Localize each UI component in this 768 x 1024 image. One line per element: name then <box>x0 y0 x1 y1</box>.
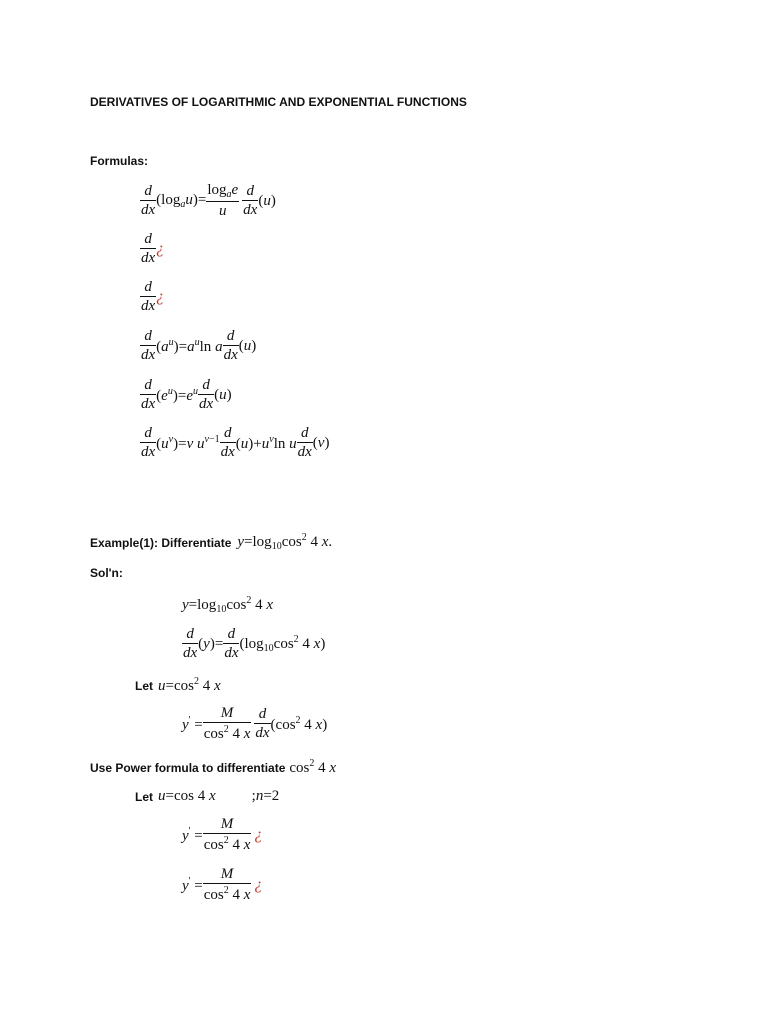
example-1: Example(1): Differentiate $y=\log_{10}\cos^2$ 4 x. <box>90 532 333 552</box>
example-label: Example(1): Differentiate <box>90 535 232 550</box>
soln-label: Sol'n: <box>90 566 123 580</box>
page-title: DERIVATIVES OF LOGARITHMIC AND EXPONENTIAL FUNCTIONS <box>90 95 467 109</box>
formula-a-power-u: $\frac{d}{dx}$ $(a^u)=a^u\ln$ a $\frac{d}{dx}$ (u) <box>141 328 257 363</box>
formula-log-a: $\frac{d}{dx}$ $(\log_au)=$ $\frac{\log_ae}{u}$ $\frac{d}{dx}$ (u) <box>141 182 276 219</box>
formula-ln: $\frac{d}{dx}$ ¿ <box>141 231 165 266</box>
formula-u-power-v: $\frac{d}{dx}$ $(u^v)=v$ $u^{v-1}$ $\frac{d}{dx}$ $(u)+u^v\ln$ u $\frac{d}{dx}$ (v) <box>141 425 330 460</box>
missing-glyph: ¿ <box>156 288 165 305</box>
formula-log10: $\frac{d}{dx}$ ¿ <box>141 279 165 314</box>
let-label: Let <box>135 678 153 693</box>
missing-glyph: ¿ <box>156 240 165 257</box>
formula-e-power-u: $\frac{d}{dx}$ $(e^u)=e^u$ $\frac{d}{dx}$ (u) <box>141 377 232 412</box>
power-label: Use Power formula to differentiate <box>90 760 286 775</box>
solution-step-1: $y=\log_{10}\cos^2$ 4 x <box>182 595 273 615</box>
missing-glyph: ¿ <box>254 876 263 893</box>
solution-step-2: $\frac{d}{dx}$ (y)= $\frac{d}{dx}$ ($\log_{10}\cos^2$ 4 x) <box>183 626 326 661</box>
let-label: Let <box>135 789 153 804</box>
solution-step-3: y' = $\frac{M}{\cos^2 4 x}$ $\frac{d}{dx}$ ($\cos^2$ 4 x) <box>182 705 328 742</box>
let-u-2: Let u=cos 4 x ;n=2 <box>135 788 280 804</box>
solution-step-4: y' = $\frac{M}{\cos^2 4 x}$ ¿ <box>182 816 263 853</box>
let-u-1: Let $u=\cos^2$ 4 x <box>135 676 221 694</box>
power-formula-note: Use Power formula to differentiate $\cos^2 4$ x <box>90 758 337 776</box>
formulas-label: Formulas: <box>90 154 149 168</box>
solution-step-5: y' = $\frac{M}{\cos^2 4 x}$ ¿ <box>182 866 263 903</box>
missing-glyph: ¿ <box>254 826 263 843</box>
